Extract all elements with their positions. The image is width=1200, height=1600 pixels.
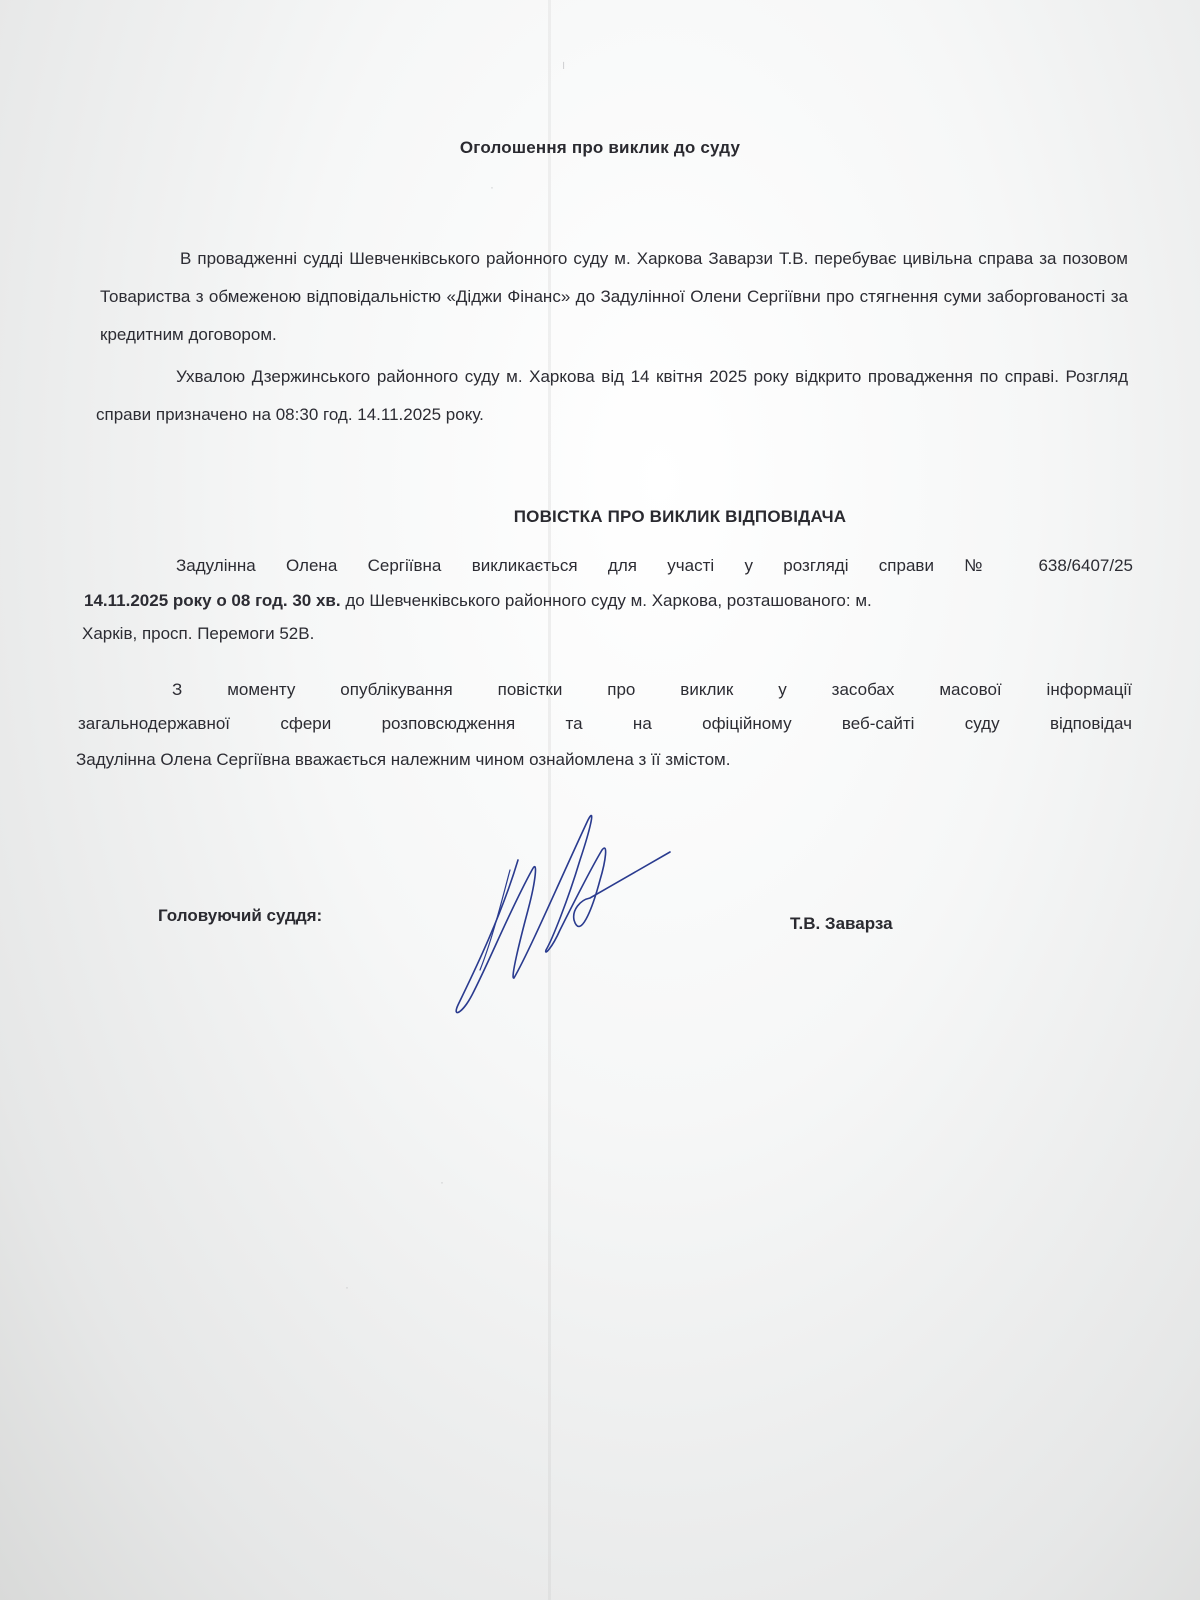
notice-title: Оголошення про виклик до суду <box>459 138 741 157</box>
summons-court-address-start: до Шевченківського районного суду м. Харкова, розташованого: м. <box>345 591 872 610</box>
summons-paragraph-1-line-1: Задулінна Олена Сергіївна викликається для участі у розгляді справи № 638/6407/25 <box>176 556 1133 575</box>
summons-paragraph-2-line-3: Задулінна Олена Сергіївна вважається належним чином ознайомлена з її змістом. <box>76 750 731 769</box>
presiding-judge-label: Головуючий суддя: <box>158 906 323 925</box>
summons-paragraph-2-line-2: загальнодержавної сфери розповсюдження та на офіційному веб-сайті суду відповідач <box>78 714 1132 733</box>
summons-paragraph-1-line-2 <box>84 591 872 611</box>
notice-paragraph-2 <box>96 358 1128 434</box>
bleed-through-mark: · <box>345 1280 349 1294</box>
judge-name: Т.В. Заварза <box>790 914 893 933</box>
bleed-through-mark: · <box>490 180 494 194</box>
bleed-through-mark: ╷ <box>560 55 568 69</box>
summons-title: ПОВІСТКА ПРО ВИКЛИК ВІДПОВІДАЧА <box>513 507 847 526</box>
handwritten-signature <box>440 800 700 1030</box>
summons-paragraph-1-line-3: Харків, просп. Перемоги 52В. <box>82 624 315 643</box>
notice-paragraph-2-text: Ухвалою Дзержинського районного суду м. Харкова від 14 квітня 2025 року відкрито провадження по справі. Розгляд справи призначено на 08:30 год. 14.11.2025 року. <box>96 367 1128 424</box>
bleed-through-mark: · <box>440 1175 444 1189</box>
notice-paragraph-1 <box>100 240 1128 354</box>
notice-paragraph-1-text: В провадженні судді Шевченківського районного суду м. Харкова Заварзи Т.В. перебуває цивільна справа за позовом Товариства з обмеженою відповідальністю «Діджи Фінанс» до Задулінної Олени Сергіївни про стягнення суми заборгованості за кредитним договором. <box>100 249 1128 344</box>
summons-paragraph-2-line-1: З моменту опублікування повістки про виклик у засобах масової інформації <box>172 680 1132 699</box>
summons-hearing-datetime: 14.11.2025 року о 08 год. 30 хв. <box>84 591 341 610</box>
